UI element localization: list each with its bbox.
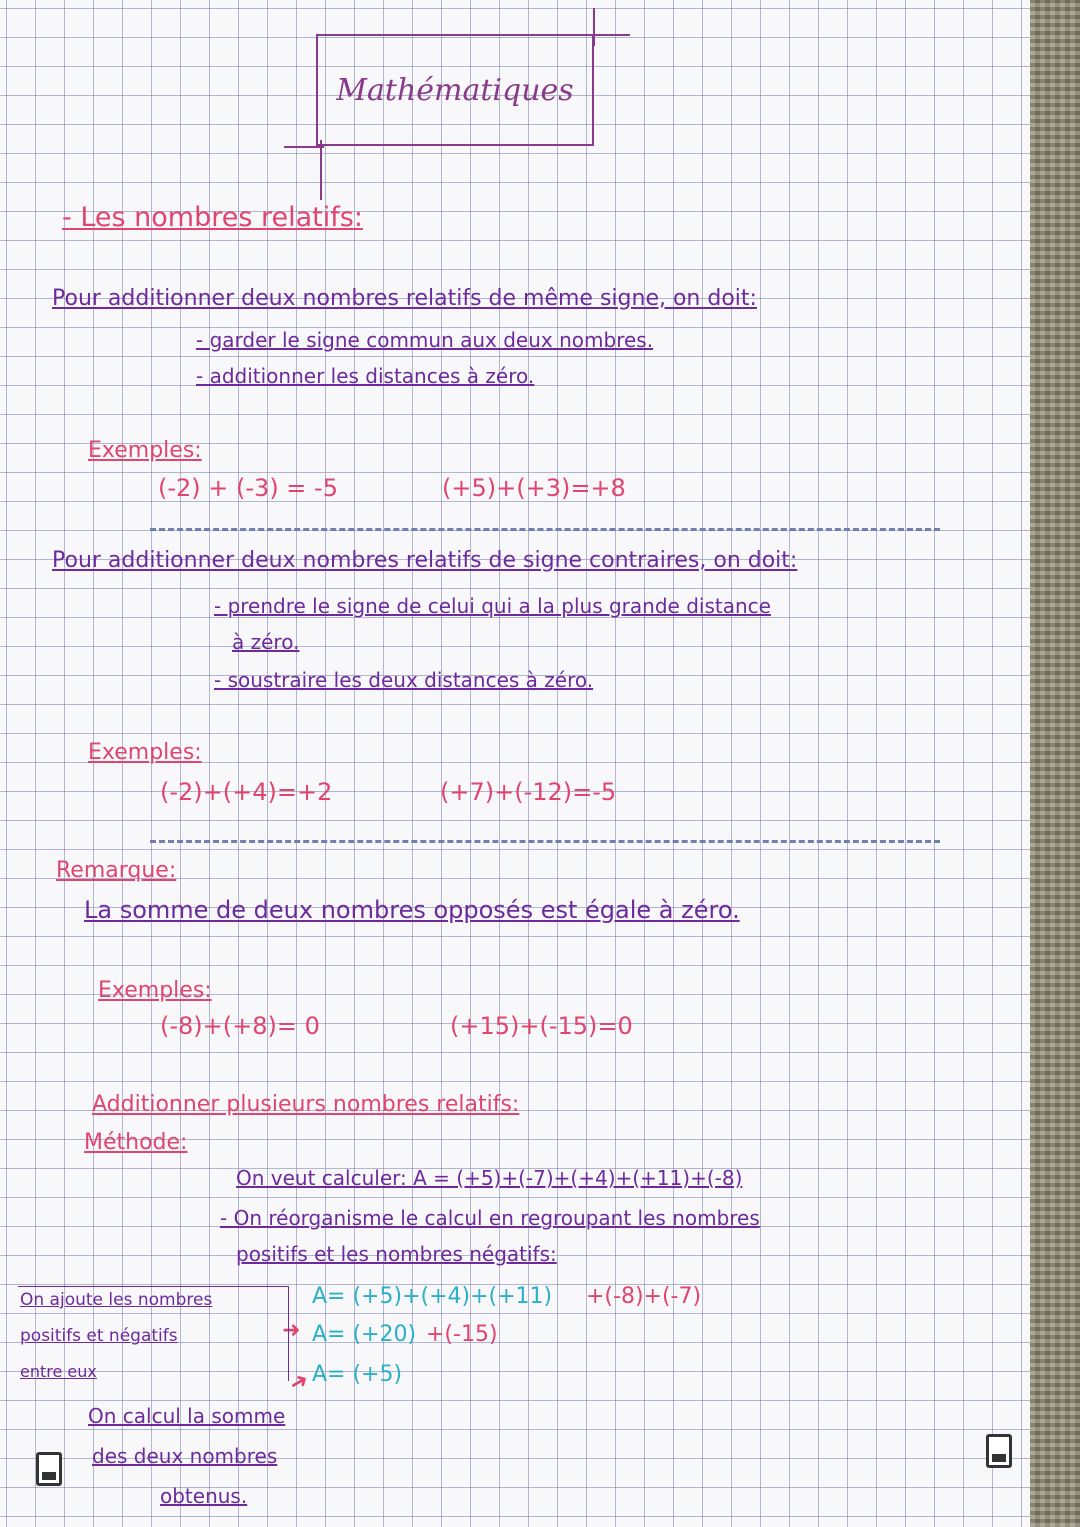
examples2-item-2: (+7)+(-12)=-5: [440, 778, 617, 806]
fabric-background: [1030, 0, 1080, 1527]
rule2-step1-line2: à zéro.: [232, 630, 300, 654]
method-line-2: - On réorganisme le calcul en regroupant les nombres: [220, 1206, 760, 1230]
arrow-icon-1: ➜: [282, 1318, 301, 1343]
note-bottom-line-2: des deux nombres: [92, 1444, 278, 1468]
remark-text: La somme de deux nombres opposés est égale à zéro.: [84, 896, 740, 924]
note-left-line-2: positifs et négatifs: [20, 1326, 178, 1346]
right-logo-icon: [986, 1434, 1012, 1468]
rule2-intro: Pour additionner deux nombres relatifs de signe contraires, on doit:: [52, 548, 798, 573]
examples3-label: Exemples:: [98, 978, 212, 1003]
method-line-1: On veut calculer: A = (+5)+(-7)+(+4)+(+11)+(-8): [236, 1166, 743, 1190]
examples3-item-2: (+15)+(-15)=0: [450, 1012, 633, 1040]
title-line-left: [284, 146, 324, 148]
note-left-line-3: entre eux: [20, 1362, 97, 1381]
method-eq3: A= (+5): [312, 1362, 403, 1387]
examples2-item-1: (-2)+(+4)=+2: [160, 778, 333, 806]
examples1-item-1: (-2) + (-3) = -5: [158, 474, 338, 502]
method-line-3: positifs et les nombres négatifs:: [236, 1242, 557, 1266]
method-label: Méthode:: [84, 1130, 188, 1155]
examples3-item-1: (-8)+(+8)= 0: [160, 1012, 320, 1040]
rule1-step-2: - additionner les distances à zéro.: [196, 364, 535, 388]
examples1-item-2: (+5)+(+3)=+8: [442, 474, 626, 502]
method-eq1-negative: +(-8)+(-7): [586, 1284, 702, 1309]
method-eq2-positive: A= (+20): [312, 1322, 417, 1347]
method-heading: Additionner plusieurs nombres relatifs:: [92, 1092, 520, 1117]
separator-1: [150, 528, 940, 531]
remark-label: Remarque:: [56, 858, 177, 883]
examples2-label: Exemples:: [88, 740, 202, 765]
rule2-step2: - soustraire les deux distances à zéro.: [214, 668, 594, 692]
rule1-step-1: - garder le signe commun aux deux nombres.: [196, 328, 654, 352]
title-line-bottom: [320, 140, 322, 200]
page-title-text: Mathématiques: [336, 72, 574, 108]
rule1-intro: Pour additionner deux nombres relatifs de même signe, on doit:: [52, 286, 757, 311]
separator-2: [150, 840, 940, 843]
arrow-icon-2: ➜: [284, 1367, 314, 1398]
left-logo-icon: [36, 1452, 62, 1486]
page-title: [316, 34, 594, 146]
section-title: - Les nombres relatifs:: [62, 202, 363, 233]
method-eq2-negative: +(-15): [426, 1322, 498, 1347]
rule2-step1-line1: - prendre le signe de celui qui a la plus grande distance: [214, 594, 771, 618]
method-eq1-positive: A= (+5)+(+4)+(+11): [312, 1284, 553, 1309]
note-left-line-1: On ajoute les nombres: [20, 1290, 213, 1310]
note-bottom-line-1: On calcul la somme: [88, 1404, 286, 1428]
examples1-label: Exemples:: [88, 438, 202, 463]
note-bottom-line-3: obtenus.: [160, 1484, 248, 1508]
